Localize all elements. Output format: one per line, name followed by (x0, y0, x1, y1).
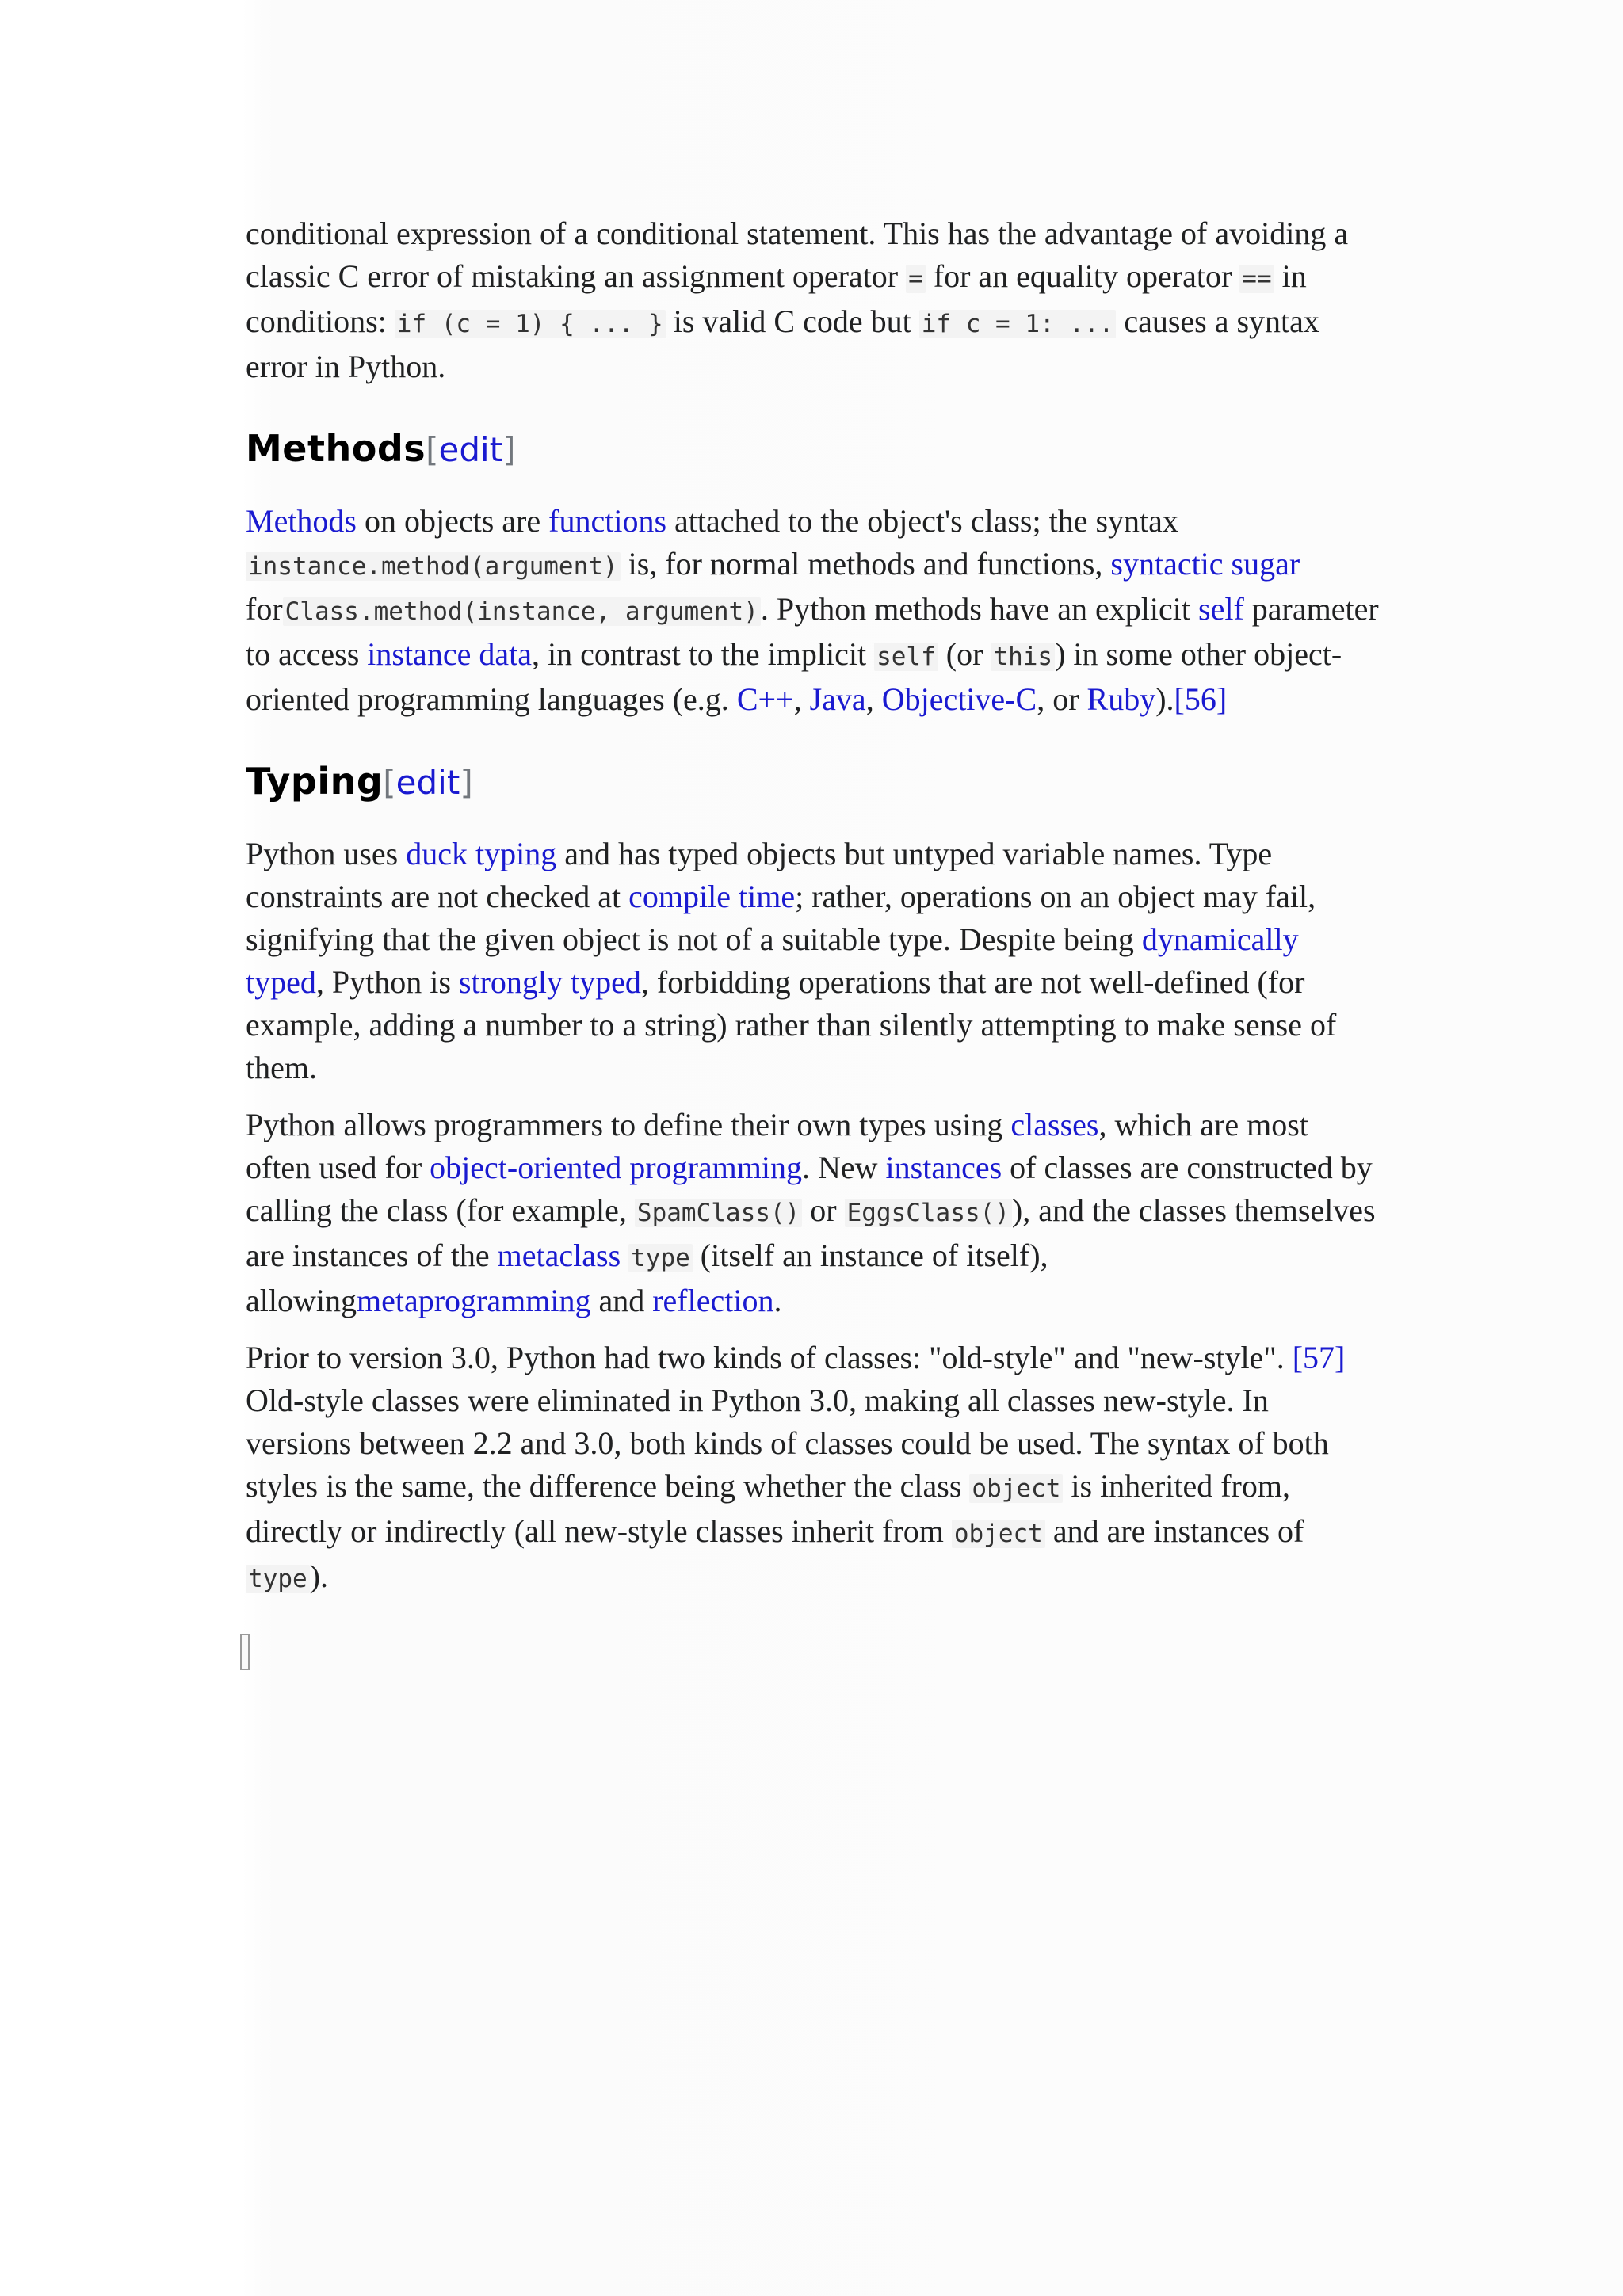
text: (itself an instance of itself), allowing (246, 1238, 1048, 1318)
text: and (590, 1283, 653, 1318)
text: attached to the object's class; the syntax (666, 503, 1178, 539)
text-cursor-box (240, 1634, 250, 1670)
code-eggsclass: EggsClass() (845, 1199, 1012, 1227)
text: , Python is (315, 964, 459, 1000)
text: , or (1037, 681, 1087, 717)
text: (or (938, 636, 991, 672)
edit-bracket-open: [ (383, 763, 396, 802)
code-object: object (952, 1520, 1045, 1548)
link-classes[interactable]: classes (1010, 1107, 1099, 1142)
link-objective-c[interactable]: Objective-C (881, 681, 1037, 717)
text: ), and the classes themselves are instances of the (246, 1192, 1376, 1273)
code-instance-method: instance.method(argument) (246, 552, 621, 581)
text: on objects are (357, 503, 549, 539)
link-self[interactable]: self (1198, 591, 1244, 627)
text: , which are most often used for (246, 1107, 1308, 1185)
citation-57[interactable]: [57] (1292, 1340, 1346, 1375)
text: ). (309, 1558, 328, 1594)
edit-bracket-close: ] (502, 430, 516, 469)
text: is valid C code but (665, 303, 919, 339)
text: conditional expression of a conditional statement. This has the advantage of avoiding a classic C error of mistaking an assignment operator (246, 215, 1349, 294)
text: . New (802, 1150, 886, 1185)
typing-heading (246, 757, 1379, 807)
text: . (773, 1283, 782, 1318)
code-c-example: if (c = 1) { ... } (395, 310, 666, 338)
text: , forbidding operations that are not well-defined (for example, adding a number to a string) rather than silently attempting to make sense of them. (246, 964, 1337, 1085)
text: for an equality operator (925, 258, 1240, 294)
typing-paragraph-3 (246, 1337, 1379, 1600)
intro-paragraph (246, 212, 1379, 388)
link-strongly-typed[interactable]: strongly typed (458, 964, 641, 1000)
code-equality-operator: == (1239, 265, 1274, 293)
text: in conditions: (246, 258, 1307, 339)
typing-paragraph-2 (246, 1104, 1379, 1322)
link-instances[interactable]: instances (885, 1150, 1002, 1185)
code-class-method: Class.method(instance, argument) (283, 597, 761, 626)
typing-heading-text: Typing (246, 760, 384, 803)
citation-56[interactable]: [56] (1174, 681, 1228, 717)
edit-bracket-open: [ (426, 430, 439, 469)
edit-link-typing[interactable]: edit (395, 763, 460, 802)
text: Python uses (246, 836, 407, 871)
code-self: self (874, 643, 938, 671)
text (621, 1238, 628, 1273)
edit-section (383, 763, 472, 802)
text: , in contrast to the implicit (531, 636, 875, 672)
text: and has typed objects but untyped variable names. Type constraints are not checked at (246, 836, 1273, 914)
link-reflection[interactable]: reflection (652, 1283, 774, 1318)
edit-bracket-close: ] (460, 763, 473, 802)
code-assignment-operator: = (906, 265, 926, 293)
text: is inherited from, directly or indirectly (all new-style classes inherit from (246, 1468, 1290, 1549)
code-spamclass: SpamClass() (635, 1199, 802, 1227)
link-metaprogramming[interactable]: metaprogramming (356, 1283, 591, 1318)
link-java[interactable]: Java (809, 681, 866, 717)
text: Prior to version 3.0, Python had two kinds of classes: "old-style" and "new-style". (246, 1340, 1293, 1375)
text: Old-style classes were eliminated in Python 3.0, making all classes new-style. In versions between 2.2 and 3.0, both kinds of classes could be used. The syntax of both styles is the same, the difference being whether the class (246, 1383, 1329, 1504)
text: parameter to access (246, 591, 1379, 672)
link-dynamically-typed[interactable]: dynamically typed (246, 921, 1299, 1000)
edit-link-methods[interactable]: edit (438, 430, 503, 469)
methods-heading-text: Methods (246, 427, 426, 470)
text: ). (1155, 681, 1174, 717)
link-metaclass[interactable]: metaclass (497, 1238, 621, 1273)
code-type: type (246, 1565, 310, 1593)
link-syntactic-sugar[interactable]: syntactic sugar (1110, 546, 1300, 582)
code-python-example: if c = 1: ... (919, 310, 1117, 338)
methods-paragraph (246, 500, 1379, 721)
text: . Python methods have an explicit (760, 591, 1199, 627)
link-object-oriented-programming[interactable]: object-oriented programming (430, 1150, 802, 1185)
article-content (246, 212, 1379, 1615)
link-compile-time[interactable]: compile time (628, 879, 796, 914)
text: of classes are constructed by calling the class (for example, (246, 1150, 1373, 1228)
edit-section (426, 430, 515, 469)
text: causes a syntax error in Python. (246, 303, 1319, 384)
text: Python allows programmers to define their own types using (246, 1107, 1011, 1142)
link-cpp[interactable]: C++ (736, 681, 794, 717)
link-instance-data[interactable]: instance data (367, 636, 532, 672)
link-methods[interactable]: Methods (246, 503, 357, 539)
text: ; rather, operations on an object may fail, signifying that the given object is not of a suitable type. Despite being (246, 879, 1316, 957)
text: for (246, 591, 283, 627)
code-object: object (969, 1474, 1063, 1503)
text: and are instances of (1044, 1513, 1304, 1549)
methods-heading (246, 425, 1379, 474)
text: or (802, 1192, 845, 1228)
typing-paragraph-1 (246, 833, 1379, 1089)
text: is, for normal methods and functions, (620, 546, 1111, 582)
code-this: this (991, 643, 1055, 671)
link-duck-typing[interactable]: duck typing (406, 836, 557, 871)
link-functions[interactable]: functions (548, 503, 667, 539)
link-ruby[interactable]: Ruby (1086, 681, 1156, 717)
text: , (865, 681, 882, 717)
text: , (793, 681, 810, 717)
text: ) in some other object-oriented programming languages (e.g. (246, 636, 1342, 717)
code-type: type (628, 1244, 693, 1272)
